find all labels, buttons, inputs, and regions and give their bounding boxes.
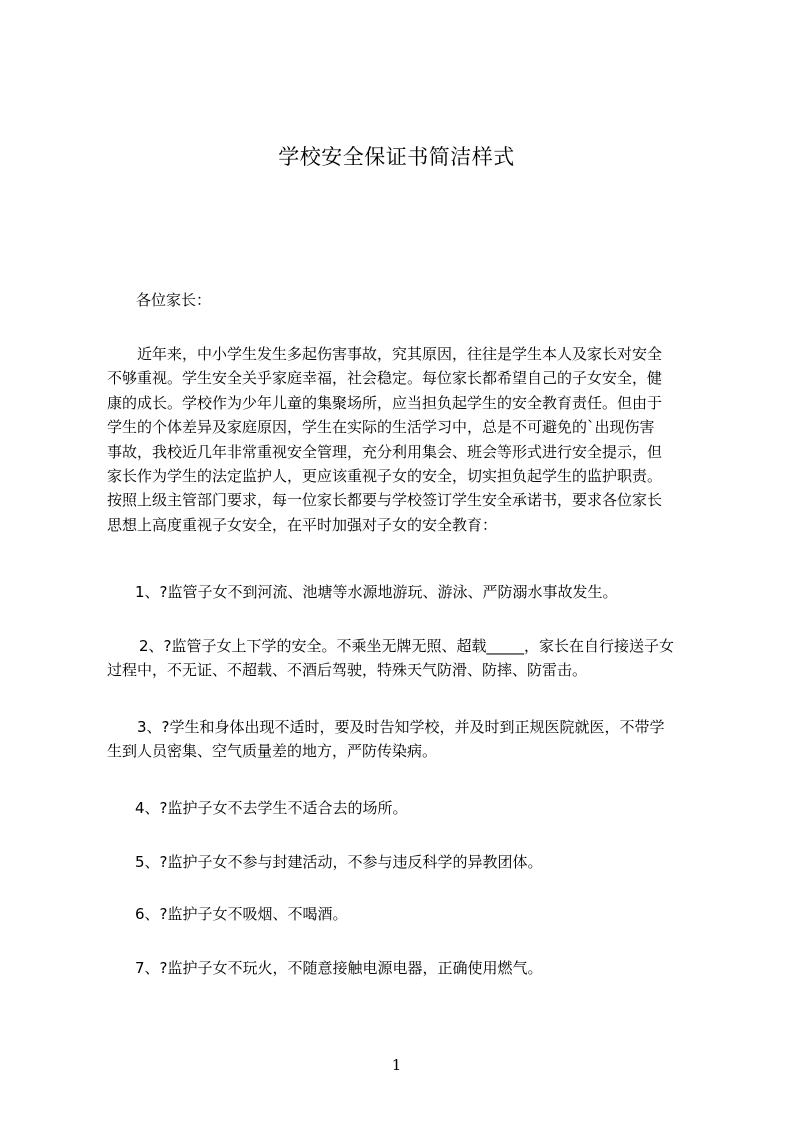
list-item-line: 过程中，不无证、不超载、不酒后驾驶，特殊天气防滑、防摔、防雷击。 [107,661,588,680]
intro-line: 不够重视。学生安全关乎家庭幸福，社会稳定。每位家长都希望自己的子女安全，健 [107,369,663,388]
list-item-line: 5、?监护子女不参与封建活动，不参与违反科学的异教团体。 [135,853,543,871]
list-item-line: 4、?监护子女不去学生不适合去的场所。 [135,799,408,817]
list-item-line: 1、?监管子女不到河流、池塘等水源地游玩、游泳、严防溺水事故发生。 [135,583,618,601]
intro-line: 家长作为学生的法定监护人，更应该重视子女的安全，切实担负起学生的监护职责。 [107,467,663,486]
page-number: 1 [391,1056,402,1074]
list-item-line: 7、?监护子女不玩火，不随意接触电源电器，正确使用燃气。 [135,959,543,977]
intro-line: 学生的个体差异及家庭原因，学生在实际的生活学习中，总是不可避免的`出现伤害 [107,418,655,437]
list-item-line: 3、?学生和身体出现不适时，要及时告知学校，并及时到正规医院就医，不带学 [137,718,665,736]
document-title: 学校安全保证书简洁样式 [278,145,515,169]
list-item-7 [107,956,713,980]
intro-line: 近年来，中小学生发生多起伤害事故，究其原因，往往是学生本人及家长对安全 [137,345,663,363]
list-item-4 [107,796,713,820]
list-item-6 [107,902,713,926]
intro-line: 思想上高度重视子女安全，在平时加强对子女的安全教育： [107,515,498,534]
list-item-1 [107,580,713,604]
list-item-5 [107,850,713,874]
list-item-line: 6、?监护子女不吸烟、不喝酒。 [135,905,348,923]
list-item-line: 2、?监管子女上下学的安全。不乘坐无牌无照、超载_____，家长在自行接送子女 [139,637,675,655]
intro-paragraph [107,342,713,537]
intro-line: 康的成长。学校作为少年儿童的集聚场所，应当担负起学生的安全教育责任。但由于 [107,393,663,412]
salutation: 各位家长： [136,291,212,309]
intro-line: 按照上级主管部门要求，每一位家长都要与学校签订学生安全承诺书，要求各位家长 [107,491,663,510]
list-item-line: 生到人员密集、空气质量差的地方，严防传染病。 [107,742,438,761]
list-item-2 [107,634,713,683]
list-item-3 [107,715,713,764]
intro-line: 事故，我校近几年非常重视安全管理，充分利用集会、班会等形式进行安全提示，但 [107,442,663,461]
